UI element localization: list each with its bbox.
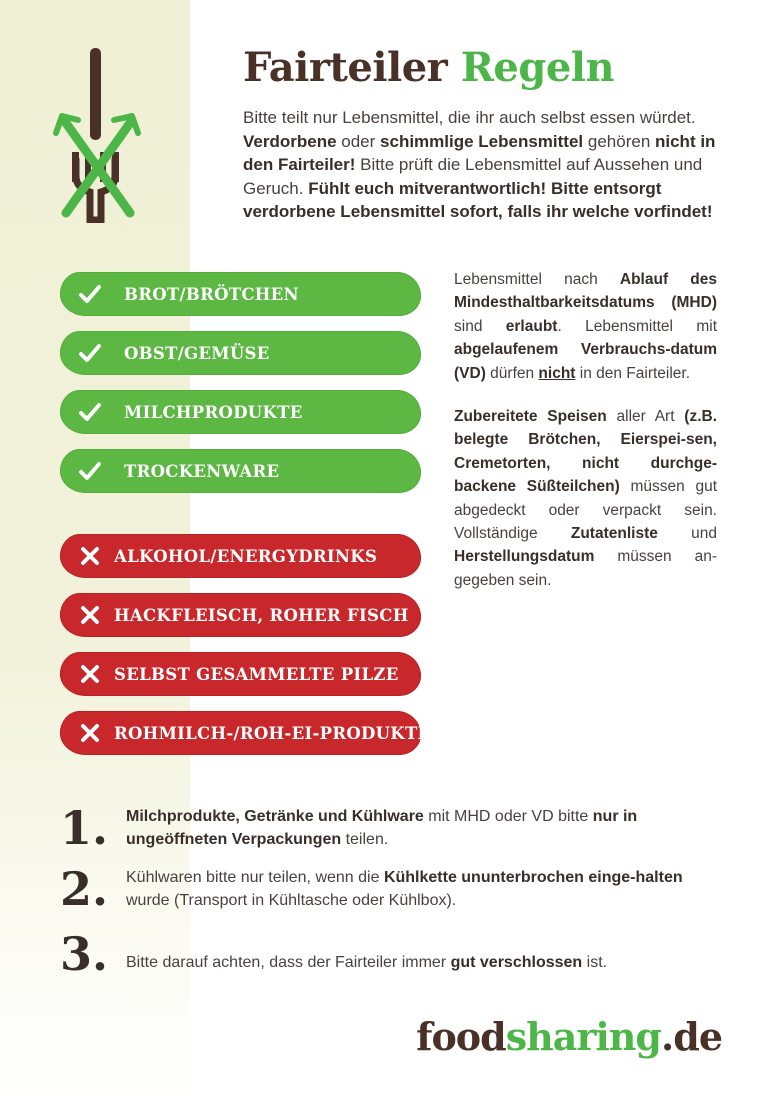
cross-icon xyxy=(78,721,102,745)
check-icon xyxy=(78,341,102,365)
page-title xyxy=(243,44,614,91)
rule-text-3: Bitte darauf achten, dass der Fairteiler immer gut verschlossen ist. xyxy=(126,954,608,971)
cross-icon xyxy=(78,603,102,627)
forbidden-item-label: SELBST GESAMMELTE PILZE xyxy=(114,664,399,684)
allowed-item-label: BROT/BRÖTCHEN xyxy=(124,284,299,304)
check-icon xyxy=(78,282,102,306)
rule-text-1: Milchprodukte, Getränke und Kühlware mit MHD oder VD bitte nur in ungeöffneten Verpackungen teilen. xyxy=(126,808,638,848)
allowed-item-label: OBST/GEMÜSE xyxy=(124,343,270,363)
forbidden-item-rohmilch xyxy=(60,711,431,755)
rule-number-2: 2. xyxy=(60,862,109,916)
allowed-item-label: MILCHPRODUKTE xyxy=(124,402,303,422)
rule-number-3: 3. xyxy=(60,927,109,981)
title-part-regeln: Regeln xyxy=(460,44,615,91)
cross-icon xyxy=(78,544,102,568)
forbidden-item-label: ALKOHOL/ENERGYDRINKS xyxy=(114,546,378,566)
check-icon xyxy=(78,459,102,483)
forbidden-item-label: ROHMILCH-/ROH-EI-PRODUKTE xyxy=(114,723,431,743)
mhd-paragraph: Lebensmittel nach Ablauf des Mindesthaltbarkeitsdatums (MHD) sind erlaubt. Lebensmittel mit abgelaufenem Verbrauchs-datum (VD) dürfen nicht in den Fairteiler. xyxy=(454,271,718,382)
side-info-text xyxy=(454,268,717,612)
fork-logo-icon xyxy=(52,48,142,223)
zubereitete-speisen-paragraph: Zubereitete Speisen aller Art (z.B. belegte Brötchen, Eierspei-sen, Cremetorten, nicht durchge-backene Süßteilchen) müssen gut abgedeckt oder verpackt sein. Vollständige Zutatenliste und Herstellungsdatum müssen an-gegeben sein. xyxy=(454,408,718,589)
forbidden-item-alkohol xyxy=(60,534,421,578)
rule-text-2: Kühlwaren bitte nur teilen, wenn die Kühlkette ununterbrochen einge-halten wurde (Transport in Kühltasche oder Kühlbox). xyxy=(126,869,683,909)
cross-icon xyxy=(78,662,102,686)
intro-paragraph: Bitte teilt nur Lebensmittel, die ihr auch selbst essen würdet. Verdorbene oder schimmlige Lebensmittel gehören nicht in den Fairteiler! Bitte prüft die Lebensmittel auf Aussehen und Geruch. Fühlt euch mitverantwortlich! Bitte entsorgt verdorbene Lebensmittel sofort, falls ihr welche vorfindet! xyxy=(243,108,716,222)
allowed-item-label: TROCKENWARE xyxy=(124,461,280,481)
allowed-item-milch xyxy=(60,390,421,434)
title-part-fairteiler: Fairteiler xyxy=(243,44,448,91)
forbidden-item-pilze xyxy=(60,652,421,696)
allowed-item-obst xyxy=(60,331,421,375)
forbidden-item-label: HACKFLEISCH, ROHER FISCH xyxy=(114,605,409,625)
allowed-item-trocken xyxy=(60,449,421,493)
check-icon xyxy=(78,400,102,424)
forbidden-item-hackfleisch xyxy=(60,593,421,637)
allowed-item-brot xyxy=(60,272,421,316)
rule-number-1: 1. xyxy=(60,801,109,855)
foodsharing-logo: foodsharing.de xyxy=(416,1014,722,1059)
